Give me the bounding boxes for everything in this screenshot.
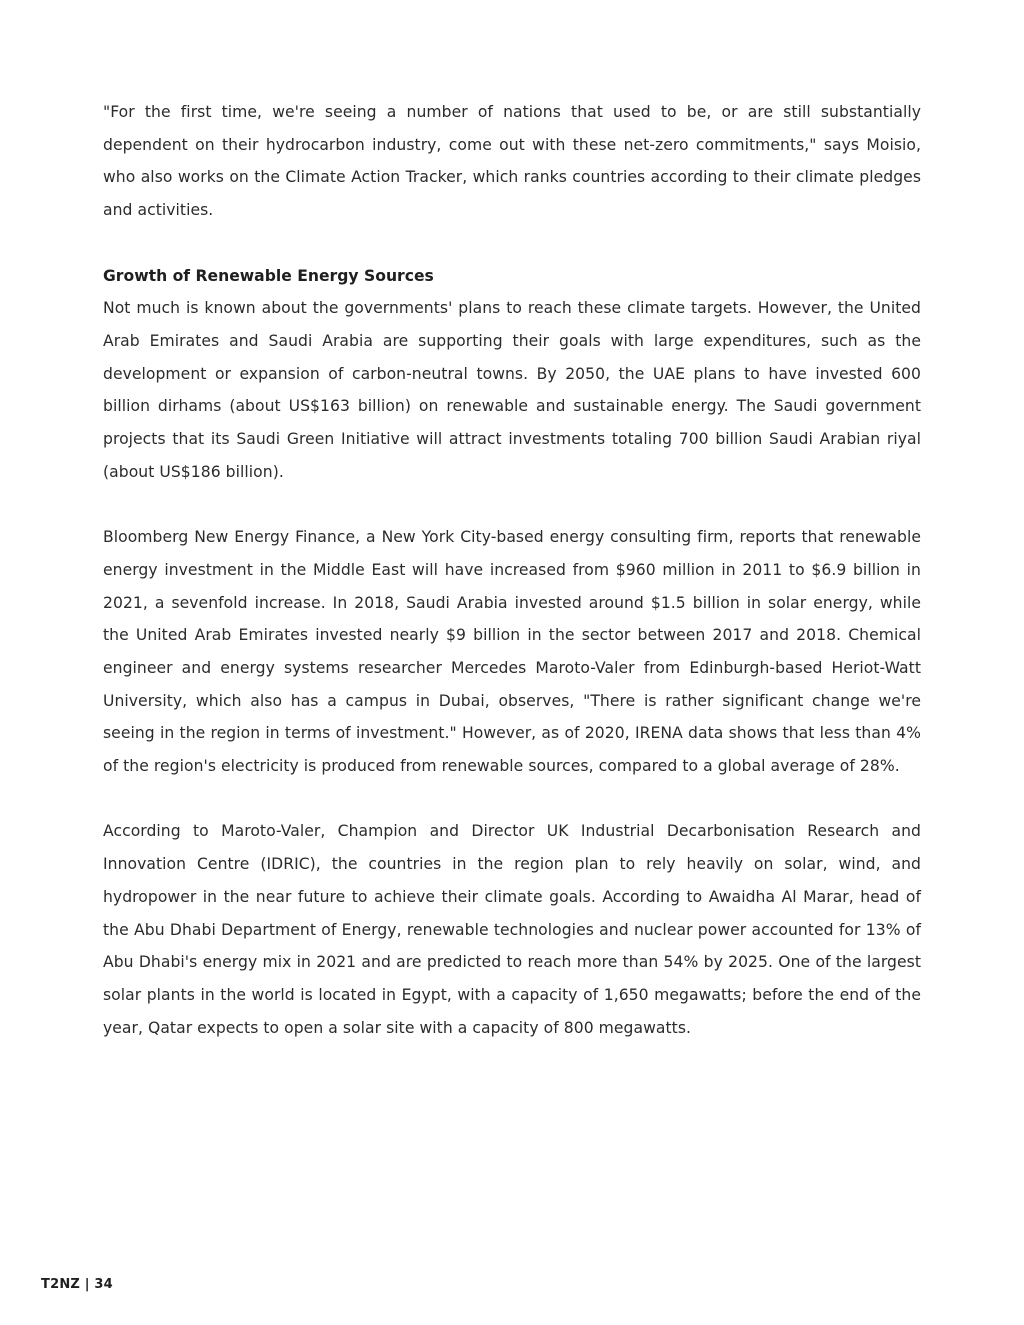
paragraph-spacer <box>103 227 921 260</box>
quote-paragraph: "For the first time, we're seeing a number of nations that used to be, or are still substantially dependent on their hydrocarbon industry, come out with these net-zero commitments," says Moisio, who also works on the Climate Action Tracker, which ranks countries according to their climate pledges and activities. <box>103 103 921 220</box>
plans-paragraph: Not much is known about the governments' plans to reach these climate targets. However, the United Arab Emirates and Saudi Arabia are supporting their goals with large expenditures, such as the development or expansion of carbon-neutral towns. By 2050, the UAE plans to have invested 600 billion dirhams (about US$163 billion) on renewable and sustainable energy. The Saudi government projects that its Saudi Green Initiative will attract investments totaling 700 billion Saudi Arabian riyal (about US$186 billion). <box>103 299 921 481</box>
investment-paragraph: Bloomberg New Energy Finance, a New York City-based energy consulting firm, reports that renewable energy investment in the Middle East will have increased from $960 million in 2011 to $6.9 billion in 2021, a sevenfold increase. In 2018, Saudi Arabia invested around $1.5 billion in solar energy, while the United Arab Emirates invested nearly $9 billion in the sector between 2017 and 2018. Chemical engineer and energy systems researcher Mercedes Maroto-Valer from Edinburgh-based Heriot-Watt University, which also has a campus in Dubai, observes, "There is rather significant change we're seeing in the region in terms of investment." However, as of 2020, IRENA data shows that less than 4% of the region's electricity is produced from renewable sources, compared to a global average of 28%. <box>103 528 921 776</box>
page-footer: T2NZ | 34 <box>41 1277 113 1292</box>
article-body <box>103 96 921 1044</box>
section-heading: Growth of Renewable Energy Sources <box>103 266 434 285</box>
paragraph-spacer <box>103 488 921 521</box>
paragraph-spacer <box>103 783 921 816</box>
energy-mix-paragraph: According to Maroto-Valer, Champion and Director UK Industrial Decarbonisation Research and Innovation Centre (IDRIC), the countries in the region plan to rely heavily on solar, wind, and hydropower in the near future to achieve their climate goals. According to Awaidha Al Marar, head of the Abu Dhabi Department of Energy, renewable technologies and nuclear power accounted for 13% of Abu Dhabi's energy mix in 2021 and are predicted to reach more than 54% by 2025. One of the largest solar plants in the world is located in Egypt, with a capacity of 1,650 megawatts; before the end of the year, Qatar expects to open a solar site with a capacity of 800 megawatts. <box>103 822 921 1037</box>
